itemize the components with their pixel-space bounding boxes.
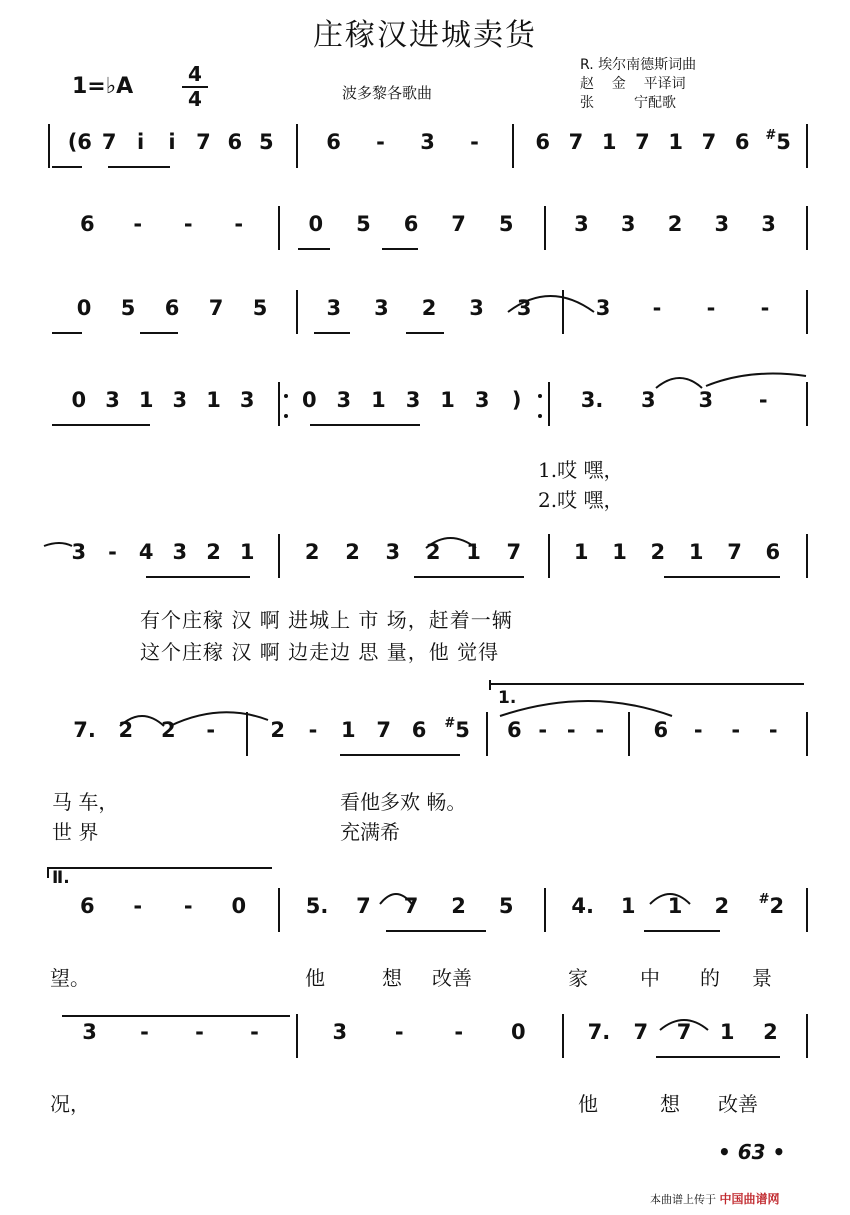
bar-line — [548, 534, 550, 578]
notation-note: 7 — [196, 130, 211, 154]
beam-underline — [108, 166, 170, 168]
lyric-row6-verse1-b: 看他多欢 畅。 — [340, 790, 467, 814]
notation-note: 3 — [172, 540, 188, 564]
notation-note: 6 — [79, 212, 95, 236]
notation-note: 2 — [118, 718, 134, 742]
lyric-row7-word: 的 — [700, 966, 720, 990]
notation-note: 6 — [79, 894, 95, 918]
footer-upload-note — [650, 1190, 780, 1207]
lyric-row5-verse1: 有个庄稼 汉 啊 进城上 市 场，赶着一辆 — [140, 608, 513, 632]
notation-note: 1 — [667, 894, 683, 918]
bar-line — [278, 888, 280, 932]
notation-note: (6 — [67, 130, 92, 154]
notation-note: 2 — [650, 540, 666, 564]
notation-note: 7 — [376, 718, 391, 742]
volta-first-bracket — [490, 680, 804, 690]
notation-note: 2 — [451, 894, 466, 918]
notation-note: 2 — [425, 540, 441, 564]
slur — [656, 378, 702, 388]
notation-note: 6 — [227, 130, 243, 154]
notation-note: 3 — [105, 388, 120, 412]
lyric-row7-word: 他 — [305, 966, 325, 990]
notation-note: - — [693, 718, 703, 742]
bar-line — [278, 382, 280, 426]
notation-note: 3 — [714, 212, 730, 236]
bar-line — [544, 206, 546, 250]
footer-text: 本曲谱上传于 — [650, 1193, 716, 1206]
notation-note: 3 — [82, 1020, 97, 1044]
notation-note: 7. — [73, 718, 96, 742]
bar-line — [806, 1014, 808, 1058]
notation-note: 3 — [332, 1020, 348, 1044]
notation-note: #2 — [758, 892, 785, 918]
notation-note: 6 — [535, 130, 550, 154]
verse1-label: 1.哎 嘿， — [538, 458, 624, 482]
time-signature — [180, 64, 210, 110]
notation-note: 2 — [345, 540, 360, 564]
notation-note: ) — [511, 388, 522, 412]
lyric-row5-verse2: 这个庄稼 汉 啊 边走边 思 量，他 觉得 — [140, 640, 500, 664]
notation-note: 7 — [356, 894, 371, 918]
notation-note: - — [768, 718, 778, 742]
notation-note: 2 — [667, 212, 683, 236]
notation-note: 3 — [374, 296, 389, 320]
bar-line — [544, 888, 546, 932]
bar-line — [806, 124, 808, 168]
bar-line — [246, 712, 248, 756]
repeat-dot — [538, 394, 542, 398]
bar-line — [486, 712, 488, 756]
notation-note: 7 — [727, 540, 742, 564]
notation-note: 3 — [620, 212, 636, 236]
notation-note: 1 — [466, 540, 481, 564]
notation-note: 3 — [385, 540, 401, 564]
notation-note: - — [308, 718, 318, 742]
notation-note: - — [454, 1020, 464, 1044]
notation-note: 1 — [573, 540, 589, 564]
notation-note: 7 — [506, 540, 522, 564]
notation-note: 3 — [595, 296, 611, 320]
beam-underline — [52, 424, 150, 426]
notation-note: 1 — [341, 718, 356, 742]
notation-note: 1 — [620, 894, 636, 918]
notation-note: 1 — [138, 388, 154, 412]
page-number: • 63 • — [718, 1140, 786, 1164]
lyric-row7-word: 家 — [568, 966, 588, 990]
notation-note: - — [234, 212, 244, 236]
notation-note: 2 — [421, 296, 437, 320]
bar-line — [806, 382, 808, 426]
notation-note: 3 — [239, 388, 255, 412]
song-origin: 波多黎各歌曲 — [342, 84, 433, 102]
bar-line — [296, 290, 298, 334]
notation-note: 0 — [231, 894, 247, 918]
notation-note: 3 — [469, 296, 484, 320]
volta-second-bracket — [48, 868, 272, 878]
notation-note: 3 — [172, 388, 188, 412]
notation-note: 7 — [451, 212, 466, 236]
notation-note: - — [470, 130, 479, 154]
bar-line — [548, 382, 550, 426]
bar-line — [278, 534, 280, 578]
notation-note: #5 — [765, 128, 791, 154]
credit-composer: R. 埃尔南德斯词曲 — [580, 57, 697, 73]
beam-underline — [382, 248, 418, 250]
bar-line — [562, 290, 564, 334]
beam-underline — [52, 332, 82, 334]
notation-note: 1 — [440, 388, 455, 412]
notation-note: 5 — [356, 212, 371, 236]
notation-note: 7 — [403, 894, 419, 918]
notation-note: 6 — [403, 212, 419, 236]
notation-note: i — [136, 130, 145, 154]
tie — [44, 543, 72, 546]
notation-note: 6 — [653, 718, 669, 742]
volta-second-label: Ⅱ. — [52, 868, 70, 888]
notation-note: 0 — [301, 388, 317, 412]
notation-note: 2 — [714, 894, 730, 918]
notation-note: 5 — [258, 130, 274, 154]
notation-note: 3 — [405, 388, 421, 412]
footer-site-logo: 中国曲谱网 — [719, 1192, 780, 1206]
lyric-row8-word: 况， — [50, 1092, 90, 1116]
bar-line — [278, 206, 280, 250]
lyric-row7-word: 景 — [752, 966, 772, 990]
beam-underline — [656, 1056, 780, 1058]
notation-note: 7 — [101, 130, 117, 154]
notation-note: 4. — [571, 894, 594, 918]
notation-note: 1 — [206, 388, 221, 412]
notation-note: - — [183, 212, 193, 236]
verse2-label: 2.哎 嘿， — [538, 488, 624, 512]
notation-note: 1 — [601, 130, 617, 154]
lyric-row6-verse2-a: 世 界 — [52, 820, 99, 844]
notation-note: i — [168, 130, 176, 154]
notation-note: 7 — [208, 296, 224, 320]
beam-underline — [310, 424, 420, 426]
bar-line — [806, 712, 808, 756]
notation-note: - — [566, 718, 576, 742]
notation-note: 0 — [71, 388, 87, 412]
notation-note: - — [195, 1020, 204, 1044]
notation-note: 3 — [474, 388, 490, 412]
notation-note: - — [250, 1020, 259, 1044]
repeat-dot — [284, 394, 288, 398]
notation-note: 7 — [676, 1020, 692, 1044]
notation-note: 6 — [765, 540, 781, 564]
notation-note: 7 — [633, 1020, 649, 1044]
tie — [500, 701, 672, 716]
beam-underline — [386, 930, 486, 932]
notation-note: - — [140, 1020, 149, 1044]
notation-note: 2 — [206, 540, 221, 564]
bar-line — [512, 124, 514, 168]
notation-note: 3 — [420, 130, 435, 154]
notation-note: 1 — [688, 540, 704, 564]
notation-note: - — [538, 718, 548, 742]
notation-note: 2 — [763, 1020, 778, 1044]
notation-note: 6 — [164, 296, 180, 320]
lyric-row6-verse2-b: 充满希 — [340, 820, 400, 844]
credit-arranger: 张 宁配歌 — [580, 95, 677, 111]
notation-note: 5 — [120, 296, 136, 320]
notation-note: 1 — [612, 540, 627, 564]
notation-note: - — [652, 296, 662, 320]
notation-note: 3 — [640, 388, 656, 412]
notation-note: 7. — [587, 1020, 611, 1044]
notation-note: - — [133, 212, 143, 236]
notation-note: 6 — [326, 130, 341, 154]
sharp-sign: # — [765, 128, 777, 143]
bar-line — [296, 124, 298, 168]
time-signature-bottom: 4 — [188, 87, 202, 111]
beam-underline — [406, 332, 444, 334]
lyric-row7-word: 望。 — [50, 966, 90, 990]
notation-note: 7 — [701, 130, 717, 154]
lyric-row8-word: 改善 — [718, 1092, 758, 1116]
notation-note: 2 — [304, 540, 320, 564]
key-signature: 1=♭A — [72, 74, 134, 99]
lyric-row7-word: 改善 — [432, 966, 472, 990]
beam-underline — [314, 332, 350, 334]
notation-note: - — [206, 718, 216, 742]
notation-note: 3 — [574, 212, 589, 236]
beam-underline — [298, 248, 330, 250]
bar-line — [628, 712, 630, 756]
bar-line — [562, 1014, 564, 1058]
notation-note: 2 — [270, 718, 285, 742]
notation-note: 2 — [160, 718, 176, 742]
notation-note: 3 — [336, 388, 352, 412]
notation-note: 6 — [506, 718, 522, 742]
notation-note: 6 — [411, 718, 427, 742]
notation-note: 5 — [252, 296, 268, 320]
time-signature-top: 4 — [188, 62, 202, 86]
notation-note: 7 — [568, 130, 584, 154]
notation-note: 0 — [76, 296, 92, 320]
notation-note: - — [731, 718, 741, 742]
notation-note: - — [760, 296, 770, 320]
notation-note: - — [394, 1020, 404, 1044]
notation-note: - — [706, 296, 716, 320]
beam-underline — [644, 930, 720, 932]
bar-line — [806, 888, 808, 932]
notation-note: - — [758, 388, 768, 412]
notation-note: 3 — [71, 540, 87, 564]
notation-note: 3 — [326, 296, 342, 320]
credit-translator: 赵 金 平译词 — [580, 76, 686, 92]
lyric-row7-word: 中 — [640, 966, 660, 990]
notation-note: - — [183, 894, 193, 918]
notation-note: 3 — [698, 388, 714, 412]
sharp-sign: # — [444, 716, 456, 731]
notation-note: 1 — [239, 540, 255, 564]
notation-note: 1 — [719, 1020, 735, 1044]
notation-note: - — [133, 894, 143, 918]
lyric-row6-verse1-a: 马 车， — [52, 790, 119, 814]
credits — [580, 56, 696, 113]
notation-note: 1 — [371, 388, 386, 412]
volta-first-label: 1. — [498, 688, 517, 708]
notation-note: 5. — [305, 894, 329, 918]
notation-note: - — [108, 540, 117, 564]
sharp-sign: # — [758, 892, 770, 907]
lyric-row8-word: 他 — [578, 1092, 598, 1116]
notation-note: 5 — [498, 894, 514, 918]
notation-note: 7 — [635, 130, 650, 154]
notation-note: 4 — [138, 540, 154, 564]
beam-underline — [664, 576, 780, 578]
tie — [706, 374, 806, 386]
beam-underline — [52, 166, 82, 168]
notation-note: - — [376, 130, 385, 154]
beam-underline — [146, 576, 250, 578]
beam-underline — [414, 576, 524, 578]
notation-note: 3 — [761, 212, 776, 236]
repeat-dot — [538, 414, 542, 418]
notation-note: 3. — [580, 388, 604, 412]
beam-underline — [140, 332, 178, 334]
notation-note: 3 — [516, 296, 532, 320]
repeat-dot — [284, 414, 288, 418]
page-title: 庄稼汉进城卖货 — [313, 18, 537, 53]
notation-note: #5 — [444, 716, 470, 742]
bar-line — [48, 124, 50, 168]
beam-underline — [340, 754, 460, 756]
notation-note: - — [595, 718, 605, 742]
lyric-row8-word: 想 — [660, 1092, 680, 1116]
notation-note: 1 — [668, 130, 683, 154]
bar-line — [806, 534, 808, 578]
bar-line — [806, 206, 808, 250]
notation-note: 6 — [734, 130, 750, 154]
bar-line — [296, 1014, 298, 1058]
bar-line — [806, 290, 808, 334]
notation-note: 0 — [308, 212, 324, 236]
notation-note: 5 — [498, 212, 514, 236]
lyric-row7-word: 想 — [382, 966, 402, 990]
notation-note: 0 — [510, 1020, 526, 1044]
